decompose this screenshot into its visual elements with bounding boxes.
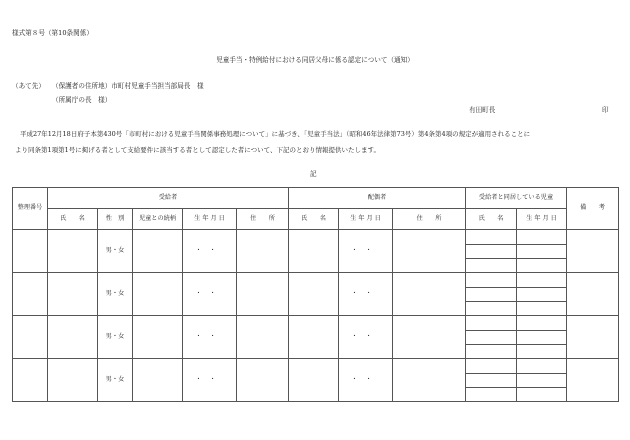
header-children-group: 受給者と同居している児童 (466, 188, 567, 209)
spouse-address-cell[interactable] (393, 230, 466, 273)
header-recipient-dob: 生 年 月 日 (183, 209, 237, 230)
recipient-relation-cell[interactable] (133, 316, 183, 359)
child-name-cell[interactable] (466, 316, 517, 331)
child-name-cell[interactable] (466, 230, 517, 245)
header-recipient-relation: 児童との続柄 (133, 209, 183, 230)
child-dob-cell[interactable] (517, 259, 567, 273)
spouse-address-cell[interactable] (393, 273, 466, 316)
child-dob-cell[interactable] (517, 273, 567, 288)
table-row (13, 273, 619, 288)
child-name-cell[interactable] (466, 288, 517, 302)
form-number: 様式第８号（第10条関係） (12, 29, 93, 37)
recipient-address-cell[interactable] (237, 230, 289, 273)
recipient-sex-cell[interactable]: 男・女 (98, 273, 133, 316)
recipient-relation-cell[interactable] (133, 273, 183, 316)
recipient-address-cell[interactable] (237, 273, 289, 316)
row-number-cell[interactable] (13, 273, 48, 316)
header-remarks: 備 考 (567, 188, 619, 230)
child-name-cell[interactable] (466, 245, 517, 259)
recipient-name-cell[interactable] (48, 230, 98, 273)
child-dob-cell[interactable] (517, 245, 567, 259)
child-dob-cell[interactable] (517, 230, 567, 245)
child-dob-cell[interactable] (517, 359, 567, 374)
addressee-line-2: （所属庁の長 様） (52, 96, 112, 104)
recipient-address-cell[interactable] (237, 316, 289, 359)
header-recipient-group: 受給者 (48, 188, 289, 209)
header-recipient-address: 住 所 (237, 209, 289, 230)
header-spouse-dob: 生 年 月 日 (339, 209, 393, 230)
recipient-name-cell[interactable] (48, 359, 98, 402)
spouse-name-cell[interactable] (289, 230, 339, 273)
child-name-cell[interactable] (466, 388, 517, 402)
addressee-label: （あて先） (12, 82, 45, 90)
spouse-address-cell[interactable] (393, 359, 466, 402)
spouse-dob-cell[interactable]: ・・ (339, 359, 393, 402)
header-child-dob: 生 年 月 日 (517, 209, 567, 230)
child-name-cell[interactable] (466, 359, 517, 374)
body-text-line-2: より同条第1項第1号に掲げる者として支給要件に該当する者として認定した者について、下記のとおり情報提供いたします。 (15, 146, 380, 154)
child-name-cell[interactable] (466, 345, 517, 359)
child-name-cell[interactable] (466, 302, 517, 316)
remarks-cell[interactable] (567, 230, 619, 273)
recipient-sex-cell[interactable]: 男・女 (98, 359, 133, 402)
header-recipient-sex: 性 別 (98, 209, 133, 230)
recipient-sex-cell[interactable]: 男・女 (98, 316, 133, 359)
seal-mark: 印 (602, 106, 609, 114)
remarks-cell[interactable] (567, 273, 619, 316)
recipient-relation-cell[interactable] (133, 230, 183, 273)
body-text-line-1: 平成27年12月18日府子本第430号「市町村における児童手当関係事務処理について」に基づき、「児童手当法」（昭和46年法律第73号）第4条第4項の規定が適用されることに (20, 130, 531, 138)
table-row (13, 359, 619, 374)
header-spouse-name: 氏 名 (289, 209, 339, 230)
child-dob-cell[interactable] (517, 316, 567, 331)
child-dob-cell[interactable] (517, 331, 567, 345)
child-dob-cell[interactable] (517, 345, 567, 359)
remarks-cell[interactable] (567, 316, 619, 359)
spouse-dob-cell[interactable]: ・・ (339, 230, 393, 273)
child-dob-cell[interactable] (517, 388, 567, 402)
sender-name: 有田町長 (469, 106, 496, 114)
ki-heading: 記 (310, 170, 317, 178)
child-dob-cell[interactable] (517, 374, 567, 388)
child-dob-cell[interactable] (517, 288, 567, 302)
header-recipient-name: 氏 名 (48, 209, 98, 230)
header-child-name: 氏 名 (466, 209, 517, 230)
table-row (13, 230, 619, 245)
header-number: 整理番号 (13, 188, 48, 230)
child-name-cell[interactable] (466, 273, 517, 288)
remarks-cell[interactable] (567, 359, 619, 402)
spouse-address-cell[interactable] (393, 316, 466, 359)
spouse-dob-cell[interactable]: ・・ (339, 316, 393, 359)
addressee-line-1: （保護者の住所地）市町村児童手当担当部局長 様 (52, 82, 204, 90)
recipient-sex-cell[interactable]: 男・女 (98, 230, 133, 273)
row-number-cell[interactable] (13, 359, 48, 402)
row-number-cell[interactable] (13, 230, 48, 273)
recipient-dob-cell[interactable]: ・・ (183, 316, 237, 359)
recipient-dob-cell[interactable]: ・・ (183, 230, 237, 273)
document-title: 児童手当・特例給付における同居父母に係る認定について（通知） (216, 56, 414, 64)
notification-table (12, 187, 619, 402)
spouse-dob-cell[interactable]: ・・ (339, 273, 393, 316)
spouse-name-cell[interactable] (289, 359, 339, 402)
spouse-name-cell[interactable] (289, 316, 339, 359)
spouse-name-cell[interactable] (289, 273, 339, 316)
child-name-cell[interactable] (466, 331, 517, 345)
child-dob-cell[interactable] (517, 302, 567, 316)
header-spouse-group: 配偶者 (289, 188, 466, 209)
recipient-dob-cell[interactable]: ・・ (183, 273, 237, 316)
table-row (13, 316, 619, 331)
child-name-cell[interactable] (466, 259, 517, 273)
recipient-relation-cell[interactable] (133, 359, 183, 402)
recipient-name-cell[interactable] (48, 273, 98, 316)
header-spouse-address: 住 所 (393, 209, 466, 230)
row-number-cell[interactable] (13, 316, 48, 359)
recipient-dob-cell[interactable]: ・・ (183, 359, 237, 402)
recipient-name-cell[interactable] (48, 316, 98, 359)
recipient-address-cell[interactable] (237, 359, 289, 402)
child-name-cell[interactable] (466, 374, 517, 388)
